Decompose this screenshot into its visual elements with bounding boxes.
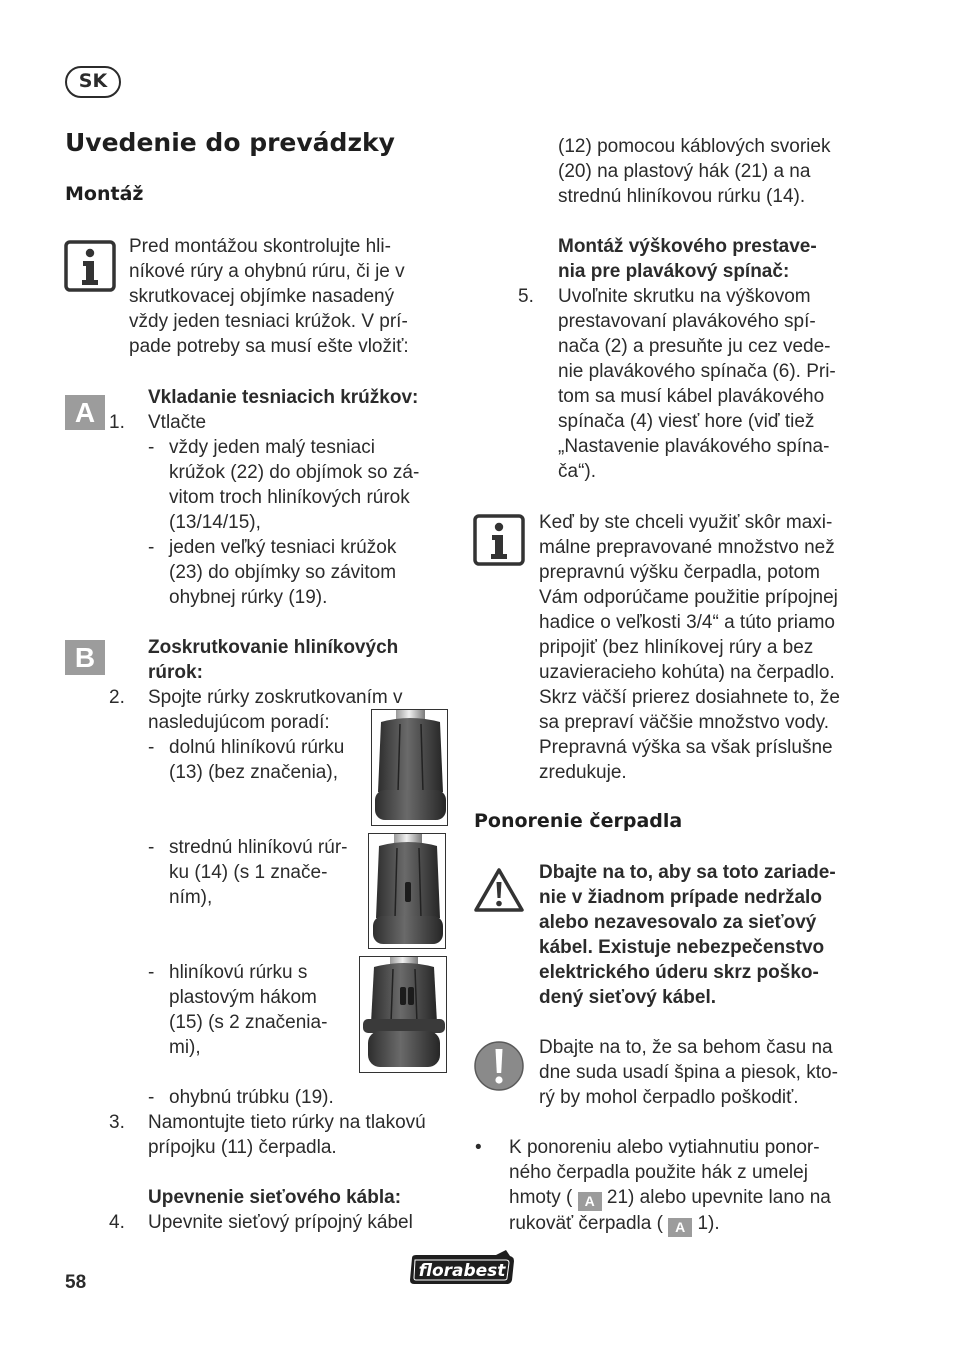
dash: - [148,1087,155,1108]
warning-triangle-icon [473,866,525,914]
step-4-text: Upevnite sieťový prípojný kábel [148,1212,413,1233]
step-1-number: 1. [109,412,125,433]
dash: - [148,962,155,983]
subsection-ponorenie: Ponorenie čerpadla [474,810,683,832]
dash: - [148,537,155,558]
figure-ref-a-badge: A [668,1218,692,1237]
photo-hook-tube [359,956,447,1073]
bullet: • [475,1137,482,1158]
step-1-dash-1: vždy jeden malý tesniaci krúžok (22) do objímok so zá- vitom troch hliníkových rúrok (13/14/15), [169,437,420,533]
heading-seal-insert: Vkladanie tesniacich krúžkov: [148,387,419,408]
step-2-dash-1: dolnú hliníkovú rúrku (13) (bez značenia), [169,737,345,783]
step-1-text: Vtlačte [148,412,207,433]
step-2-dash-3: hliníkovú rúrku s plastovým hákom (15) (s 2 značenia- mi), [169,962,328,1058]
step-3-number: 3. [109,1112,125,1133]
subsection-montaz: Montáž [65,183,144,205]
heading-tube-assembly: Zoskrutkovanie hliníkových rúrok: [148,637,399,683]
info-icon [473,514,525,566]
step-5-number: 5. [518,286,534,307]
info-text-seals: Pred montážou skontrolujte hli- níkové rúry a ohybnú rúru, či je v skrutkovacej objímke nasadený vždy jeden tesniaci krúžok. V prí- pade potreby sa musí ešte vložiť: [129,236,409,357]
step-5-text: Uvoľnite skrutku na výškovom prestavovaní plavákového spí- nača (2) a presuňte ju cez vede- nie plavákového spínača (6). Pri- tom sa musí kábel plavákového spínača (4) viesť hore (viď tiež „Nastavenie plavákového spína- ča“). [558,286,836,482]
step-2-dash-4: ohybnú trúbku (19). [169,1087,334,1108]
figure-ref-b-badge: B [65,640,105,675]
dash: - [148,437,155,458]
figure-ref-a-badge: A [578,1192,602,1211]
step-2-number: 2. [109,687,125,708]
dash: - [148,837,155,858]
step-2-text: Spojte rúrky zoskrutkovaním v nasledujúcom poradí: [148,687,403,733]
warning-text: Dbajte na to, aby sa toto zariade- nie v žiadnom prípade nedržalo alebo nezavesovalo za sieťový kábel. Existuje nebezpečenstvo elektrického úderu skrz poško- dený sieťový kábel. [539,862,836,1008]
step-1-dash-2: jeden veľký tesniaci krúžok (23) do objímky so závitom ohybnej rúrky (19). [169,537,397,608]
figure-ref-a-badge: A [65,395,105,430]
info-text-hose: Keď by ste chceli využiť skôr maxi- málne prepravované množstvo než prepravnú výšku čerpadla, potom Vám odporúčame použitie prípojnej hadice o veľkosti 3/4“ a túto priamo pripojiť (bez hliníkovej rúry a bez uzavieracieho kohúta) na čerpadlo. Skrz väčší prierez dosiahnete to, že sa prepraví väčšie množstvo vody. Prepravná výška sa však príslušne zredukuje. [539,512,840,783]
bullet-text: K ponoreniu alebo vytiahnutiu ponor- ného čerpadla použite hák z umelej hmoty ( A 21) alebo upevnite lano na rukoväť čerpadla ( A 1). [509,1137,831,1235]
svg-text:florabest: florabest [418,1261,506,1281]
step-3-text: Namontujte tieto rúrky na tlakovú prípojku (11) čerpadla. [148,1112,426,1158]
step-2-dash-2: strednú hliníkovú rúr- ku (14) (s 1 znače- ním), [169,837,348,908]
dash: - [148,737,155,758]
photo-lower-tube [371,709,448,826]
caution-text: Dbajte na to, že sa behom času na dne suda usadí špina a piesok, kto- rý by mohol čerpadlo poškodiť. [539,1037,838,1108]
step-4-number: 4. [109,1212,125,1233]
heading-cable-fix: Upevnenie sieťového kábla: [148,1187,402,1208]
section-title: Uvedenie do prevádzky [65,128,395,157]
page-number: 58 [65,1272,87,1293]
language-badge: SK [65,66,121,98]
step-4-continued: (12) pomocou káblových svoriek (20) na plastový hák (21) a na strednú hliníkovou rúrku (14). [558,136,831,207]
brand-logo [406,1250,518,1288]
info-icon [64,240,116,292]
photo-middle-tube [368,833,446,949]
exclamation-circle-icon [473,1040,525,1092]
heading-float-switch: Montáž výškového prestave- nia pre plavákový spínač: [558,236,817,282]
